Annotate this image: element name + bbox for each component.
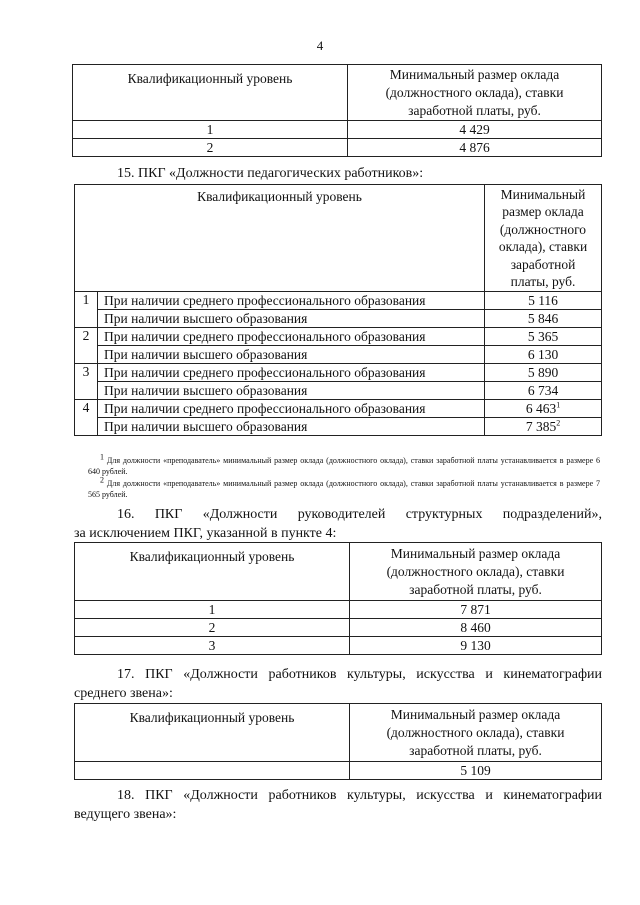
header-salary-line: заработной: [510, 256, 576, 272]
table-row: [75, 400, 602, 418]
header-salary-line: заработной платы, руб.: [408, 102, 541, 118]
level-cell: 1: [75, 292, 98, 328]
level-cell: 4: [75, 400, 98, 436]
footnote-1: [88, 452, 601, 477]
footnote-ref: 2: [556, 418, 561, 427]
value-cell: 5 365: [485, 328, 602, 346]
header-salary: [348, 65, 602, 121]
value-cell: [485, 400, 602, 418]
page-number: 4: [316, 38, 324, 53]
header-salary-line: заработной платы, руб.: [409, 742, 542, 758]
section-heading-17: 17. ПКГ «Должности работников культуры, искусства и кинематографии: [117, 667, 602, 682]
table-row: [75, 328, 602, 346]
header-salary-line: Минимальный размер оклада: [390, 545, 561, 561]
footnote-marker: 1: [100, 452, 104, 462]
table-row: [75, 364, 602, 382]
table-row: [75, 601, 602, 619]
table-row: [75, 619, 602, 637]
salary-table-2: [74, 184, 602, 436]
condition-cell: При наличии высшего образования: [98, 418, 485, 436]
table-row: [73, 139, 602, 157]
salary-table-3: [74, 542, 602, 655]
section-heading-18-cont: ведущего звена»:: [74, 807, 177, 822]
level-cell: [75, 762, 350, 780]
table-header-row: [75, 543, 602, 601]
value-cell: 8 460: [350, 619, 602, 637]
value-cell: 5 890: [485, 364, 602, 382]
table-row: [75, 346, 602, 364]
footnote-text: Для должности «преподаватель» минимальный размер оклада (должностного оклада), ставки заработной платы устанавливается в размере 7 565 рублей.: [88, 479, 601, 499]
condition-cell: При наличии высшего образования: [98, 346, 485, 364]
value-cell: [485, 418, 602, 436]
header-salary: [350, 543, 602, 601]
value-cell: 5 109: [350, 762, 602, 780]
level-cell: 1: [73, 121, 348, 139]
header-salary-line: (должностного оклада), ставки: [386, 563, 565, 579]
condition-cell: При наличии высшего образования: [98, 382, 485, 400]
condition-cell: При наличии среднего профессионального образования: [98, 400, 485, 418]
header-salary-line: (должностного: [499, 221, 587, 237]
header-salary-line: заработной платы, руб.: [409, 581, 542, 597]
header-level: Квалификационный уровень: [75, 185, 485, 292]
level-cell: 1: [75, 601, 350, 619]
header-level: Квалификационный уровень: [73, 65, 348, 121]
table-row: [75, 637, 602, 655]
table-header-row: [73, 65, 602, 121]
header-salary: [350, 704, 602, 762]
value-cell: 5 846: [485, 310, 602, 328]
value-cell: 7 871: [350, 601, 602, 619]
condition-cell: При наличии среднего профессионального образования: [98, 292, 485, 310]
table-row: [75, 762, 602, 780]
salary-table-1: [72, 64, 602, 157]
table-row: [75, 382, 602, 400]
level-cell: 3: [75, 364, 98, 400]
value-cell: 9 130: [350, 637, 602, 655]
value-cell: 4 876: [348, 139, 602, 157]
header-salary-line: платы, руб.: [510, 274, 576, 289]
section-heading-18: 18. ПКГ «Должности работников культуры, искусства и кинематографии: [117, 788, 602, 803]
value-text: 6 463: [525, 400, 557, 416]
value-cell: 5 116: [485, 292, 602, 310]
condition-cell: При наличии среднего профессионального образования: [98, 364, 485, 382]
table-row: [73, 121, 602, 139]
level-cell: 2: [73, 139, 348, 157]
footnote-ref: 1: [556, 400, 561, 409]
section-heading-15: 15. ПКГ «Должности педагогических работников»:: [117, 166, 424, 181]
table-row: [75, 292, 602, 310]
value-cell: 6 130: [485, 346, 602, 364]
value-cell: 6 734: [485, 382, 602, 400]
header-level: Квалификационный уровень: [75, 543, 350, 601]
footnote-marker: 2: [100, 475, 104, 485]
condition-cell: При наличии среднего профессионального образования: [98, 328, 485, 346]
header-salary-line: Минимальный размер оклада: [390, 706, 561, 722]
header-salary-line: оклада), ставки: [498, 239, 588, 254]
level-cell: 2: [75, 328, 98, 364]
condition-cell: При наличии высшего образования: [98, 310, 485, 328]
salary-table-4: [74, 703, 602, 780]
header-salary: [485, 185, 602, 292]
header-salary-line: Минимальный: [500, 186, 586, 202]
level-cell: 3: [75, 637, 350, 655]
section-heading-16: 16. ПКГ «Должности руководителей структурных подразделений»,: [117, 507, 602, 522]
footnote-2: [88, 475, 601, 500]
footnote-text: Для должности «преподаватель» минимальный размер оклада (должностного оклада), ставки заработной платы устанавливается в размере 6 640 рублей.: [88, 456, 601, 476]
value-text: 7 385: [525, 418, 557, 434]
value-cell: 4 429: [348, 121, 602, 139]
table-row: [75, 418, 602, 436]
level-cell: 2: [75, 619, 350, 637]
table-header-row: [75, 704, 602, 762]
header-salary-line: (должностного оклада), ставки: [386, 724, 565, 740]
header-salary-line: (должностного оклада), ставки: [385, 84, 564, 100]
section-heading-16-cont: за исключением ПКГ, указанной в пункте 4:: [74, 526, 337, 541]
table-header-row: [75, 185, 602, 292]
header-salary-line: размер оклада: [502, 204, 584, 219]
table-row: [75, 310, 602, 328]
header-salary-line: Минимальный размер оклада: [389, 66, 560, 82]
header-level: Квалификационный уровень: [75, 704, 350, 762]
section-heading-17-cont: среднего звена»:: [74, 686, 173, 701]
